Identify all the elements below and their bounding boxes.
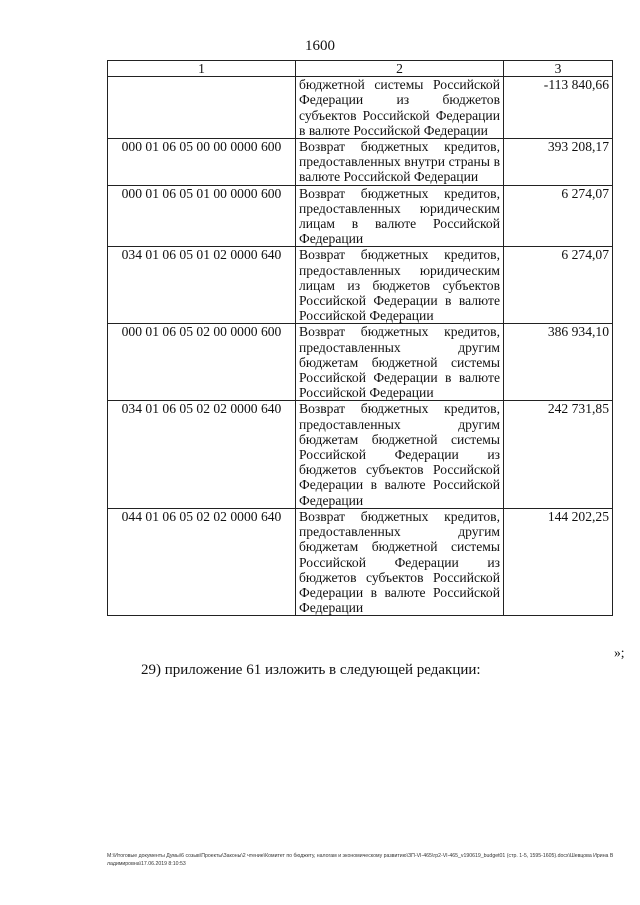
table-row xyxy=(108,185,613,247)
budget-table xyxy=(107,60,613,616)
row-description: Возврат бюджетных кредитов, предоставленных юридическим лицам в валюте Российской Федерации xyxy=(296,185,504,247)
row-amount: 144 202,25 xyxy=(504,508,613,615)
row-amount: 242 731,85 xyxy=(504,401,613,508)
row-description: Возврат бюджетных кредитов, предоставленных другим бюджетам бюджетной системы Российской Федерации в валюте Российской Федерации xyxy=(296,324,504,401)
table-header-row xyxy=(108,61,613,77)
row-amount: -113 840,66 xyxy=(504,77,613,139)
page-number: 1600 xyxy=(305,38,335,54)
row-description: Возврат бюджетных кредитов, предоставленных внутри страны в валюте Российской Федерации xyxy=(296,139,504,186)
footer-file-path: M:\Итоговые документы Думы\6 созыв\Проекты\Законы\2 чтение\Комитет по бюджету, налогам и экономическому развитию\ЗП-VI-465\гр2-VI-465_v190619_budget01 (стр. 1-5, 1595-1605).docx\Шевцова Ирина Владимировна\17.06.2019 8:10:53 xyxy=(107,853,614,867)
row-amount: 6 274,07 xyxy=(504,247,613,324)
row-code: 034 01 06 05 01 02 0000 640 xyxy=(108,247,296,324)
table-row xyxy=(108,401,613,508)
table-row xyxy=(108,139,613,186)
column-header-2: 2 xyxy=(296,61,504,77)
row-amount: 386 934,10 xyxy=(504,324,613,401)
row-code: 000 01 06 05 00 00 0000 600 xyxy=(108,139,296,186)
column-header-1: 1 xyxy=(108,61,296,77)
row-description: бюджетной системы Российской Федерации из бюджетов субъектов Российской Федерации в валюте Российской Федерации xyxy=(296,77,504,139)
row-code: 000 01 06 05 01 00 0000 600 xyxy=(108,185,296,247)
table-row xyxy=(108,324,613,401)
row-description: Возврат бюджетных кредитов, предоставленных юридическим лицам из бюджетов субъектов Российской Федерации в валюте Российской Федерации xyxy=(296,247,504,324)
row-code xyxy=(108,77,296,139)
row-code: 044 01 06 05 02 02 0000 640 xyxy=(108,508,296,615)
row-code: 000 01 06 05 02 00 0000 600 xyxy=(108,324,296,401)
amendment-item-text: 29) приложение 61 изложить в следующей редакции: xyxy=(141,662,481,678)
closing-quote-mark: »; xyxy=(614,645,625,660)
table-row xyxy=(108,508,613,615)
column-header-3: 3 xyxy=(504,61,613,77)
row-code: 034 01 06 05 02 02 0000 640 xyxy=(108,401,296,508)
row-amount: 6 274,07 xyxy=(504,185,613,247)
table-row xyxy=(108,247,613,324)
row-amount: 393 208,17 xyxy=(504,139,613,186)
row-description: Возврат бюджетных кредитов, предоставленных другим бюджетам бюджетной системы Российской Федерации из бюджетов субъектов Российской Федерации в валюте Российской Федерации xyxy=(296,401,504,508)
table-row xyxy=(108,77,613,139)
row-description: Возврат бюджетных кредитов, предоставленных другим бюджетам бюджетной системы Российской Федерации из бюджетов субъектов Российской Федерации в валюте Российской Федерации xyxy=(296,508,504,615)
